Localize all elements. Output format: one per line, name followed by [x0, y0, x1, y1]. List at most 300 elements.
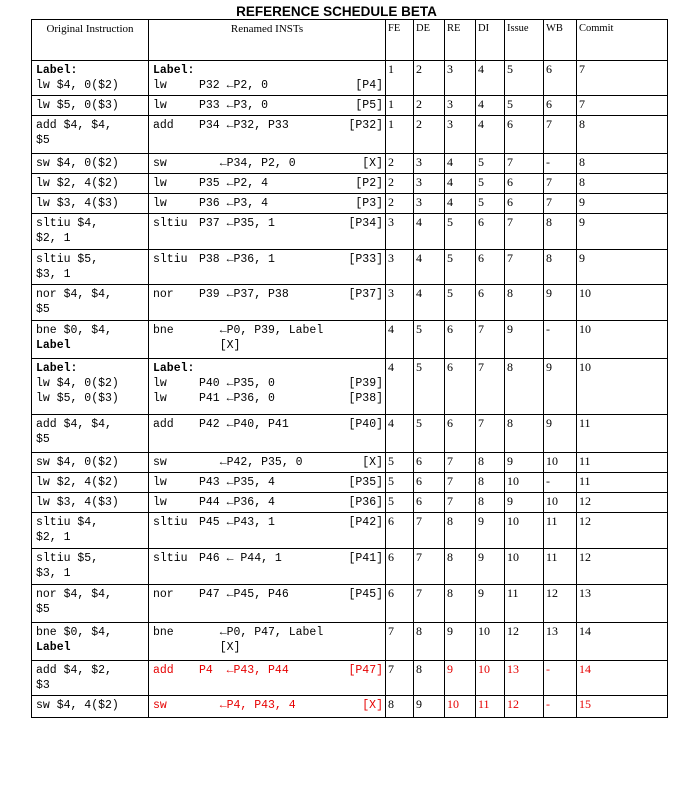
de-cycle-cell: 7	[414, 585, 445, 623]
renamed-freed-tag: [P5]	[355, 99, 383, 112]
table-row	[32, 661, 668, 696]
de-cycle-cell: 6	[414, 453, 445, 473]
original-instruction-line: sw $4, 0($2)	[36, 157, 119, 170]
wb-cycle-cell: -	[544, 321, 577, 359]
original-instruction-cell	[32, 174, 149, 194]
renamed-instruction-line	[153, 495, 385, 510]
fe-cycle-cell: 2	[386, 154, 414, 174]
renamed-instruction-line	[153, 663, 385, 678]
table-row	[32, 61, 668, 96]
original-instruction-cell	[32, 116, 149, 154]
di-cycle-cell: 6	[476, 285, 505, 321]
di-cycle-cell: 9	[476, 549, 505, 585]
de-cycle-cell: 8	[414, 623, 445, 661]
re-cycle-cell: 6	[445, 415, 476, 453]
de-cycle-cell: 2	[414, 116, 445, 154]
issue-cycle-cell: 8	[505, 415, 544, 453]
di-cycle-cell: 6	[476, 250, 505, 285]
renamed-operands: ←P42, P35, 0	[199, 456, 303, 469]
original-instruction-cell	[32, 696, 149, 718]
renamed-operands: ←P34, P2, 0	[199, 157, 296, 170]
re-cycle-cell: 9	[445, 661, 476, 696]
re-cycle-cell: 6	[445, 321, 476, 359]
di-cycle-cell: 8	[476, 493, 505, 513]
wb-cycle-cell: -	[544, 661, 577, 696]
original-instruction-cell	[32, 250, 149, 285]
original-instruction-line: bne $0, $4,	[36, 324, 112, 337]
renamed-instruction-line	[153, 78, 385, 93]
re-cycle-cell: 9	[445, 623, 476, 661]
renamed-freed-tag: [P33]	[348, 253, 383, 266]
renamed-freed-tag: [P39]	[348, 377, 383, 390]
de-cycle-cell: 5	[414, 359, 445, 415]
table-row	[32, 623, 668, 661]
re-cycle-cell: 7	[445, 453, 476, 473]
renamed-instruction-line	[153, 63, 385, 78]
renamed-freed-tag: [X]	[362, 699, 383, 712]
renamed-instruction-line	[153, 216, 385, 231]
renamed-operands: P42 ←P40, P41	[199, 418, 289, 431]
di-cycle-cell: 7	[476, 321, 505, 359]
renamed-operands: P38 ←P36, 1	[199, 253, 275, 266]
renamed-instruction-line	[153, 156, 385, 171]
re-cycle-cell: 8	[445, 513, 476, 549]
renamed-instruction-cell	[149, 585, 386, 623]
wb-cycle-cell: 9	[544, 285, 577, 321]
wb-cycle-cell: 7	[544, 194, 577, 214]
original-instruction-line: nor $4, $4,	[36, 288, 112, 301]
original-instruction-line: add $4, $2,	[36, 664, 112, 677]
fe-cycle-cell: 6	[386, 513, 414, 549]
wb-cycle-cell: 13	[544, 623, 577, 661]
original-instruction-line: Label:	[36, 64, 78, 77]
issue-cycle-cell: 12	[505, 696, 544, 718]
renamed-instruction-line	[153, 587, 385, 602]
commit-cycle-cell: 15	[577, 696, 668, 718]
renamed-operands: ←P4, P43, 4	[199, 699, 296, 712]
renamed-opcode: nor	[153, 288, 174, 301]
original-instruction-line: Label	[36, 339, 71, 352]
renamed-opcode: sw	[153, 157, 167, 170]
renamed-opcode: add	[153, 418, 174, 431]
renamed-instruction-line	[153, 391, 385, 406]
original-instruction-cell	[32, 415, 149, 453]
renamed-instruction-cell	[149, 415, 386, 453]
renamed-operands: P37 ←P35, 1	[199, 217, 275, 230]
renamed-instruction-cell	[149, 154, 386, 174]
table-row	[32, 415, 668, 453]
renamed-instruction-line	[153, 118, 385, 133]
renamed-instruction-line	[153, 640, 385, 655]
di-cycle-cell: 7	[476, 359, 505, 415]
de-cycle-cell: 2	[414, 61, 445, 96]
original-instruction-line: sw $4, 4($2)	[36, 699, 119, 712]
di-cycle-cell: 10	[476, 623, 505, 661]
original-instruction-cell	[32, 96, 149, 116]
wb-cycle-cell: 8	[544, 250, 577, 285]
di-cycle-cell: 5	[476, 194, 505, 214]
renamed-instruction-cell	[149, 513, 386, 549]
header-de: DE	[414, 20, 445, 61]
issue-cycle-cell: 7	[505, 250, 544, 285]
original-instruction-line: lw $2, 4($2)	[36, 476, 119, 489]
original-instruction-cell	[32, 513, 149, 549]
wb-cycle-cell: 8	[544, 214, 577, 250]
renamed-operands: P39 ←P37, P38	[199, 288, 289, 301]
de-cycle-cell: 2	[414, 96, 445, 116]
re-cycle-cell: 3	[445, 96, 476, 116]
renamed-opcode: sltiu	[153, 217, 188, 230]
wb-cycle-cell: -	[544, 154, 577, 174]
fe-cycle-cell: 4	[386, 359, 414, 415]
renamed-freed-tag: [P36]	[348, 496, 383, 509]
renamed-instruction-cell	[149, 214, 386, 250]
wb-cycle-cell: -	[544, 696, 577, 718]
issue-cycle-cell: 5	[505, 96, 544, 116]
fe-cycle-cell: 5	[386, 473, 414, 493]
renamed-freed-tag: [P4]	[355, 79, 383, 92]
table-row	[32, 116, 668, 154]
original-instruction-line: nor $4, $4,	[36, 588, 112, 601]
table-row	[32, 154, 668, 174]
original-instruction-cell	[32, 321, 149, 359]
renamed-operands: P34 ←P32, P33	[199, 119, 289, 132]
di-cycle-cell: 8	[476, 453, 505, 473]
fe-cycle-cell: 5	[386, 453, 414, 473]
renamed-instruction-cell	[149, 194, 386, 214]
renamed-instruction-cell	[149, 661, 386, 696]
original-instruction-line: $5	[36, 433, 50, 446]
renamed-instruction-cell	[149, 473, 386, 493]
renamed-freed-tag: [X]	[362, 157, 383, 170]
renamed-instruction-cell	[149, 250, 386, 285]
renamed-freed-tag: [P3]	[355, 197, 383, 210]
renamed-instruction-cell	[149, 623, 386, 661]
renamed-operands: P43 ←P35, 4	[199, 476, 275, 489]
commit-cycle-cell: 8	[577, 154, 668, 174]
re-cycle-cell: 10	[445, 696, 476, 718]
table-row	[32, 473, 668, 493]
wb-cycle-cell: 12	[544, 585, 577, 623]
schedule-table	[31, 19, 668, 718]
renamed-instruction-cell	[149, 61, 386, 96]
table-row	[32, 174, 668, 194]
renamed-instruction-line	[153, 698, 385, 713]
original-instruction-cell	[32, 473, 149, 493]
re-cycle-cell: 8	[445, 549, 476, 585]
de-cycle-cell: 4	[414, 250, 445, 285]
renamed-instruction-line	[153, 417, 385, 432]
commit-cycle-cell: 7	[577, 61, 668, 96]
renamed-operands: P33 ←P3, 0	[199, 99, 269, 112]
renamed-opcode: bne	[153, 626, 174, 639]
renamed-freed-tag: [P2]	[355, 177, 383, 190]
renamed-instruction-line	[153, 338, 385, 353]
issue-cycle-cell: 9	[505, 453, 544, 473]
de-cycle-cell: 4	[414, 214, 445, 250]
renamed-freed-tag: [P34]	[348, 217, 383, 230]
original-instruction-line: Label	[36, 641, 71, 654]
original-instruction-cell	[32, 549, 149, 585]
fe-cycle-cell: 1	[386, 96, 414, 116]
re-cycle-cell: 7	[445, 473, 476, 493]
issue-cycle-cell: 7	[505, 154, 544, 174]
renamed-operands: P46 ← P44, 1	[199, 552, 282, 565]
renamed-opcode: bne	[153, 324, 174, 337]
original-instruction-cell	[32, 214, 149, 250]
original-instruction-line: lw $5, 0($3)	[36, 392, 119, 405]
renamed-operands: P35 ←P2, 4	[199, 177, 269, 190]
renamed-instruction-cell	[149, 493, 386, 513]
renamed-freed-tag: [X]	[362, 456, 383, 469]
renamed-instruction-line	[153, 361, 385, 376]
renamed-instruction-cell	[149, 174, 386, 194]
renamed-opcode: lw	[153, 177, 167, 190]
issue-cycle-cell: 8	[505, 359, 544, 415]
header-commit: Commit	[577, 20, 668, 61]
original-instruction-line: sltiu $4,	[36, 217, 99, 230]
fe-cycle-cell: 6	[386, 585, 414, 623]
renamed-instruction-line	[153, 376, 385, 391]
original-instruction-line: $5	[36, 303, 50, 316]
table-row	[32, 549, 668, 585]
commit-cycle-cell: 12	[577, 493, 668, 513]
di-cycle-cell: 4	[476, 96, 505, 116]
wb-cycle-cell: 10	[544, 453, 577, 473]
renamed-freed-tag: [P47]	[348, 664, 383, 677]
table-row	[32, 194, 668, 214]
renamed-instruction-line	[153, 551, 385, 566]
fe-cycle-cell: 7	[386, 623, 414, 661]
renamed-operands: P47 ←P45, P46	[199, 588, 289, 601]
wb-cycle-cell: -	[544, 473, 577, 493]
renamed-opcode: Label:	[153, 362, 195, 375]
header-renamed: Renamed INSTs	[149, 20, 386, 61]
renamed-instruction-cell	[149, 116, 386, 154]
commit-cycle-cell: 9	[577, 194, 668, 214]
header-original: Original Instruction	[32, 20, 149, 61]
de-cycle-cell: 3	[414, 174, 445, 194]
header-re: RE	[445, 20, 476, 61]
table-row	[32, 453, 668, 473]
renamed-instruction-line	[153, 287, 385, 302]
original-instruction-line: Label:	[36, 362, 78, 375]
original-instruction-cell	[32, 493, 149, 513]
table-row	[32, 214, 668, 250]
renamed-opcode: sltiu	[153, 516, 188, 529]
fe-cycle-cell: 3	[386, 250, 414, 285]
renamed-operands: P32 ←P2, 0	[199, 79, 269, 92]
original-instruction-line: sltiu $5,	[36, 253, 99, 266]
di-cycle-cell: 4	[476, 116, 505, 154]
renamed-opcode: lw	[153, 476, 167, 489]
renamed-instruction-cell	[149, 321, 386, 359]
fe-cycle-cell: 3	[386, 285, 414, 321]
di-cycle-cell: 9	[476, 585, 505, 623]
renamed-operands: P44 ←P36, 4	[199, 496, 275, 509]
original-instruction-line: lw $5, 0($3)	[36, 99, 119, 112]
de-cycle-cell: 6	[414, 473, 445, 493]
de-cycle-cell: 5	[414, 415, 445, 453]
renamed-opcode: lw	[153, 197, 167, 210]
renamed-opcode: lw	[153, 377, 167, 390]
original-instruction-line: add $4, $4,	[36, 418, 112, 431]
renamed-operands: P36 ←P3, 4	[199, 197, 269, 210]
renamed-operands: P4 ←P43, P44	[199, 664, 289, 677]
table-row	[32, 493, 668, 513]
original-instruction-cell	[32, 154, 149, 174]
renamed-instruction-line	[153, 176, 385, 191]
header-fe: FE	[386, 20, 414, 61]
renamed-opcode: sltiu	[153, 253, 188, 266]
commit-cycle-cell: 8	[577, 174, 668, 194]
re-cycle-cell: 8	[445, 585, 476, 623]
issue-cycle-cell: 6	[505, 174, 544, 194]
renamed-instruction-line	[153, 455, 385, 470]
renamed-instruction-line	[153, 196, 385, 211]
issue-cycle-cell: 10	[505, 513, 544, 549]
renamed-opcode: sw	[153, 456, 167, 469]
wb-cycle-cell: 6	[544, 96, 577, 116]
issue-cycle-cell: 5	[505, 61, 544, 96]
wb-cycle-cell: 11	[544, 513, 577, 549]
di-cycle-cell: 10	[476, 661, 505, 696]
renamed-instruction-cell	[149, 359, 386, 415]
renamed-freed-tag: [P45]	[348, 588, 383, 601]
commit-cycle-cell: 12	[577, 513, 668, 549]
original-instruction-line: $3	[36, 679, 50, 692]
original-instruction-line: sltiu $4,	[36, 516, 99, 529]
original-instruction-cell	[32, 194, 149, 214]
renamed-instruction-line	[153, 252, 385, 267]
renamed-opcode: lw	[153, 392, 167, 405]
renamed-instruction-cell	[149, 285, 386, 321]
original-instruction-line: $2, 1	[36, 531, 71, 544]
renamed-freed-tag: [P38]	[348, 392, 383, 405]
fe-cycle-cell: 4	[386, 415, 414, 453]
wb-cycle-cell: 10	[544, 493, 577, 513]
re-cycle-cell: 4	[445, 174, 476, 194]
re-cycle-cell: 5	[445, 285, 476, 321]
original-instruction-cell	[32, 661, 149, 696]
commit-cycle-cell: 8	[577, 116, 668, 154]
renamed-instruction-line	[153, 98, 385, 113]
fe-cycle-cell: 7	[386, 661, 414, 696]
issue-cycle-cell: 10	[505, 549, 544, 585]
original-instruction-cell	[32, 623, 149, 661]
renamed-operands: ←P0, P39, Label	[199, 324, 324, 337]
commit-cycle-cell: 9	[577, 250, 668, 285]
commit-cycle-cell: 7	[577, 96, 668, 116]
table-row	[32, 513, 668, 549]
original-instruction-line: lw $2, 4($2)	[36, 177, 119, 190]
original-instruction-cell	[32, 285, 149, 321]
fe-cycle-cell: 1	[386, 61, 414, 96]
renamed-instruction-cell	[149, 549, 386, 585]
table-row	[32, 696, 668, 718]
issue-cycle-cell: 11	[505, 585, 544, 623]
renamed-operands: P40 ←P35, 0	[199, 377, 275, 390]
commit-cycle-cell: 11	[577, 415, 668, 453]
de-cycle-cell: 3	[414, 194, 445, 214]
fe-cycle-cell: 5	[386, 493, 414, 513]
de-cycle-cell: 8	[414, 661, 445, 696]
re-cycle-cell: 4	[445, 154, 476, 174]
de-cycle-cell: 3	[414, 154, 445, 174]
de-cycle-cell: 7	[414, 513, 445, 549]
di-cycle-cell: 5	[476, 174, 505, 194]
renamed-operands: [X]	[199, 339, 241, 352]
table-row	[32, 585, 668, 623]
original-instruction-line: bne $0, $4,	[36, 626, 112, 639]
header-wb: WB	[544, 20, 577, 61]
di-cycle-cell: 8	[476, 473, 505, 493]
di-cycle-cell: 5	[476, 154, 505, 174]
de-cycle-cell: 7	[414, 549, 445, 585]
fe-cycle-cell: 1	[386, 116, 414, 154]
renamed-instruction-line	[153, 625, 385, 640]
original-instruction-line: $5	[36, 603, 50, 616]
renamed-instruction-line	[153, 515, 385, 530]
re-cycle-cell: 4	[445, 194, 476, 214]
renamed-freed-tag: [P42]	[348, 516, 383, 529]
original-instruction-line: $5	[36, 134, 50, 147]
renamed-instruction-cell	[149, 453, 386, 473]
renamed-opcode: add	[153, 664, 174, 677]
issue-cycle-cell: 12	[505, 623, 544, 661]
re-cycle-cell: 5	[445, 214, 476, 250]
original-instruction-cell	[32, 61, 149, 96]
commit-cycle-cell: 14	[577, 623, 668, 661]
renamed-opcode: lw	[153, 496, 167, 509]
commit-cycle-cell: 10	[577, 321, 668, 359]
fe-cycle-cell: 2	[386, 174, 414, 194]
renamed-opcode: sw	[153, 699, 167, 712]
renamed-freed-tag: [P37]	[348, 288, 383, 301]
wb-cycle-cell: 11	[544, 549, 577, 585]
wb-cycle-cell: 9	[544, 359, 577, 415]
table-row	[32, 96, 668, 116]
renamed-freed-tag: [P32]	[348, 119, 383, 132]
wb-cycle-cell: 9	[544, 415, 577, 453]
re-cycle-cell: 5	[445, 250, 476, 285]
re-cycle-cell: 7	[445, 493, 476, 513]
header-issue: Issue	[505, 20, 544, 61]
original-instruction-line: lw $3, 4($3)	[36, 496, 119, 509]
renamed-opcode: sltiu	[153, 552, 188, 565]
commit-cycle-cell: 14	[577, 661, 668, 696]
original-instruction-cell	[32, 359, 149, 415]
renamed-operands: [X]	[199, 641, 241, 654]
di-cycle-cell: 4	[476, 61, 505, 96]
wb-cycle-cell: 7	[544, 116, 577, 154]
schedule-body	[32, 61, 668, 718]
issue-cycle-cell: 8	[505, 285, 544, 321]
table-row	[32, 285, 668, 321]
table-row	[32, 321, 668, 359]
renamed-instruction-cell	[149, 696, 386, 718]
renamed-instruction-line	[153, 475, 385, 490]
original-instruction-line: $2, 1	[36, 232, 71, 245]
renamed-operands: ←P0, P47, Label	[199, 626, 324, 639]
original-instruction-cell	[32, 585, 149, 623]
renamed-freed-tag: [P41]	[348, 552, 383, 565]
issue-cycle-cell: 6	[505, 194, 544, 214]
renamed-opcode: lw	[153, 99, 167, 112]
renamed-operands: P41 ←P36, 0	[199, 392, 275, 405]
issue-cycle-cell: 6	[505, 116, 544, 154]
di-cycle-cell: 11	[476, 696, 505, 718]
